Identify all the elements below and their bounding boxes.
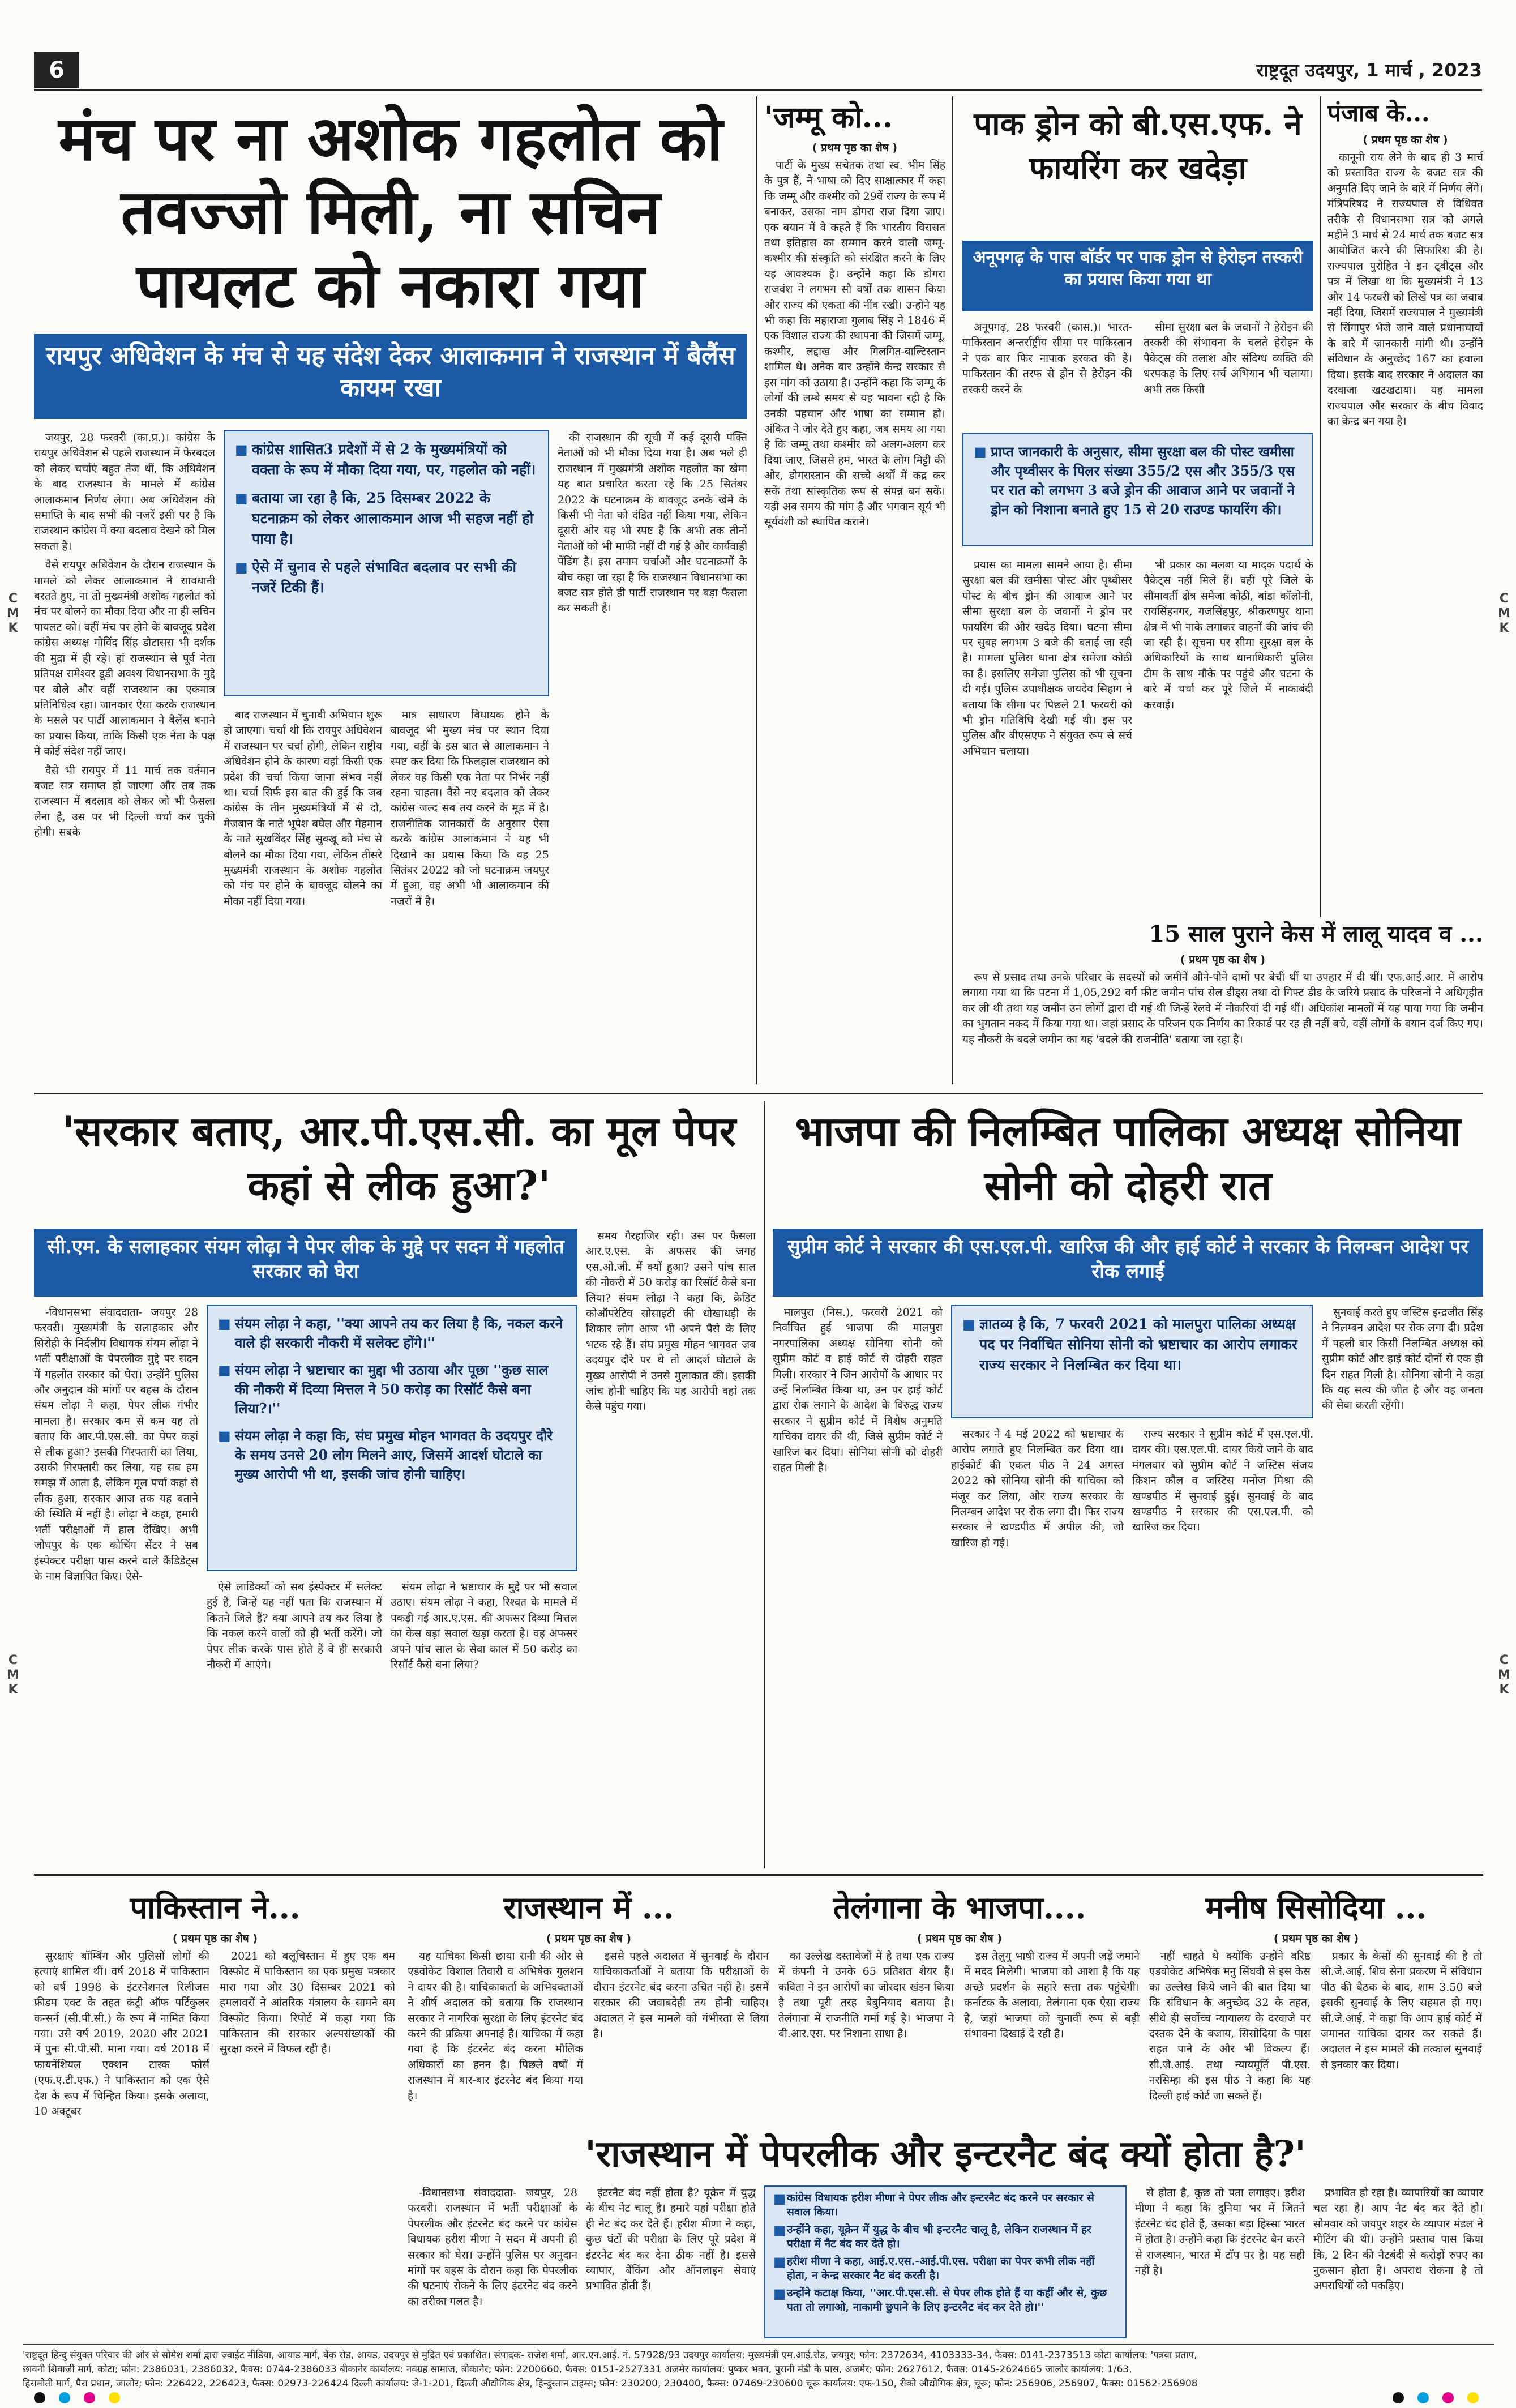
story4-body: कानूनी राय लेने के बाद ही 3 मार्च को प्रस्तावित राज्य के बजट सत्र की अनुमति दिए जाने के बारे में निर्णय लेंगे। मंत्रिपरिषद ने राज्यपाल से विधिवत तरीके से विधानसभा सत्र को अगले महीने 3 मार्च से 24 मार्च तक बजट सत्र आयोजित करने की सिफारिश की है। राज्यपाल पुरोहित ने इन ट्वीट्स और पत्र में लिखा था कि मुख्यमंत्री ने 13 और 14 फरवरी को लिखे पत्र का जवाब नहीं दिया, जिसमें राज्यपाल ने मुख्यमंत्री से सिंगापुर भेजे जाने वाले प्रधानाचार्यों के बारे में जानकारी मांगी थी। उन्होंने संविधान के अनुच्छेद 167 का हवाला दिया। इसके बाद सरकार ने अदालत का दरवाजा खटखटाया। यह मामला राज्यपाल और सरकार के बीच विवाद का केन्द्र बन गया है। [1327,151,1483,427]
story2-body: पार्टी के मुख्य सचेतक तथा स्व. भीम सिंह के पुत्र हैं, ने भाषा को दिए साक्षात्कार में कहा कि जम्मू और कश्मीर को 29वें राज्य के रूप में बनाकर, उसका नाम डोगरा राज दिया जाए। एक बयान में वे कहते हैं कि भारतीय विरासत तथा इतिहास का सम्मान करने वाली जम्मू-कश्मीर की संस्कृति को संरक्षित करने के लिए यह आवश्यक है। उन्होंने कहा कि डोगरा राजवंश ने लगभग सौ वर्षों तक शासन किया और राज्य की एकता की नींव रखी। उन्होंने यह भी कहा कि महाराजा गुलाब सिंह ने 1846 में एक विशाल राज्य की स्थापना की जिसमें जम्मू, कश्मीर, लद्दाख और गिलगित-बाल्टिस्तान शामिल थे। अनेक बार उन्होंने केन्द्र सरकार से इस मांग को उठाया है। उन्होंने कहा कि जम्मू के लोगों की लम्बे समय से यह भावना रही है कि उनकी पहचान और भाषा का सम्मान हो। अंकित ने जोर देते हुए कहा, जब समय आ गया है कि जम्मू तथा कश्मीर को अलग-अलग कर दिया जाए, जिससे हम, भारत के लोग मिट्टी की ओर, डोगरास्तान की सच्चे अर्थों में कद्र कर सकें तथा सांस्कृतिक रूप से संपन्न बन सकें। यही अब समय की मांग है और भगवान सूर्य भी सूर्यवंशी को स्थापित कराने। [764,159,945,529]
story3-highlight-item: ■ प्राप्त जानकारी के अनुसार, सीमा सुरक्षा बल की पोस्ट खमीसा और पृथ्वीसर के पिलर संख्या 355/2 एस और 355/3 एस पर रात को लगभग 3 बजे ड्रोन की आवाज आने पर जवानों ने ड्रोन को निशाना बनाते हुए 15 से 20 राउण्ड फायरिंग की। [974,442,1302,519]
story5 [962,917,1483,1084]
column-divider [1320,96,1321,917]
story6-col3: संयम लोढ़ा ने भ्रष्टाचार के मुद्दे पर भी सवाल उठाए। संयम लोढ़ा ने कहा, रिश्वत के मामले में पकड़ी गई आर.ए.एस. की अफसर दिव्या मित्तल का केस बड़ा सवाल खड़ा करता है। वह अफसर अपने पांच साल के सेवा काल में 50 करोड़ का रिसॉर्ट कैसे बना लिया? [391,1581,577,1671]
imprint-line: हिरामोती मार्ग, पैरा प्रधान, जालोर; फोन: 226422, 226423, फैक्स: 02973-226424 दिल्ली कार्यालय: जे-1-201, दिल्ली औद्योगिक क्षेत्र, हिन्दुस्तान टाइम्स; फोन: 230200, 230400, फैक्स: 07469-230600 चूरू कार्यालय: एफ-150, रीको औद्योगिक क्षेत्र, चूरू; फोन: 256906, 256907, फैक्स: 01562-256908 [23,2378,1198,2389]
story3-col4: भी प्रकार का मलबा या मादक पदार्थ के पैकेट्स नहीं मिले हैं। वहीं पूरे जिले के सीमावर्ती क्षेत्र समेजा कोठी, बांडा कॉलोनी, रायसिंहनगर, गजसिंहपुर, श्रीकरणपुर थाना क्षेत्र में भी नाके लगाकर वाहनों की जांच की जा रही है। सूचना पर सीमा सुरक्षा बल के अधिकारियों के साथ थानाधिकारी पुलिस टीम के साथ मौके पर पहुंचे और घटना के बारे में चर्चा कर पूरे जिले में नाकाबंदी करवाई। [1144,559,1313,711]
story3-headline: पाक ड्रोन को बी.एस.एफ. ने फायरिंग कर खदेड़ा [974,105,1302,187]
imprint-line: 'राष्ट्रदूत हिन्दु संयुक्त परिवार की ओर से सोमेश शर्मा द्वारा ज्वाईट मीडिया, आयाड मार्ग, बैंक रोड, आयड, उदयपुर से मुद्रित एवं प्रकाशित। संपादक- राजेश शर्मा, आर.एन.आई. नं. 57928/93 उदयपुर कार्यालय: मुख्यमंत्री एम.आई.रोड, जयपुर; फोन: 2372634, 4103333-34, फैक्स: 0141-2373513 कोटा कार्यालय: 'पत्रवा प्रताप, [23,2350,1197,2361]
story7-col3: राज्य सरकार ने सुप्रीम कोर्ट में एस.एल.पी. दायर की। एस.एल.पी. दायर किये जाने के बाद मंगलवार को सुप्रीम कोर्ट ने जस्टिस संजय किशन कौल व जस्टिस मनोज मिश्रा की खण्डपीठ में सुनवाई हुई। सुनवाई के बाद खण्डपीठ ने सरकार की एस.एल.पी. को खारिज कर दिया। [1132,1428,1313,1534]
story12-highlight-item: ■ उन्होंने कहा, यूक्रेन में युद्ध के बीच भी इन्टरनैट चालू है, लेकिन राजस्थान में हर परीक्षा में नैट बंद कर देते हो। [773,2223,1117,2251]
story9-continued: ( प्रथम पृष्ठ का शेष ) [546,1932,632,1945]
story12-col3: से होता है, कुछ तो पता लगाइए। हरीश मीणा ने कहा कि दुनिया भर में जितने इंटरनेट बंद होते हैं, उसका बड़ा हिस्सा भारत में होता है। उन्होंने कहा कि इंटरनेट बैन करने से राजस्थान, भारत में टॉप पर है। यह सही नहीं है। [1135,2187,1305,2277]
imprint-line: छावनी शिवाजी मार्ग, कोटा; फोन: 2386031, 2386032, फैक्स: 0744-2386033 बीकानेर कार्यालय: नवग्रह सामाज, बीकानेर; फोन: 2200660, फैक्स: 0151-2527331 अजमेर कार्यालय: पुष्कर भवन, पुरानी मंडी के पास, अजमेर; फोन: 2627612, फैक्स: 0145-2624665 जालोर कार्यालय: 1/63, [23,2364,1132,2375]
story8-body: सुरक्षाएं बॉम्बिंग और पुलिसों लोगों की हत्याएं शामिल थीं। वर्ष 2018 में पाकिस्तान को वर्ष 1998 के इंटरनेशनल रिलीजस फ्रीडम एक्ट के तहत कंट्री ऑफ पर्टिकुलर कन्सर्न (सी.पी.सी.) के रूप में नामित किया गया। उसे वर्ष 2019, 2020 और 2021 में पुनः सी.पी.सी. माना गया। वर्ष 2018 में फायनेंशियल एक्शन टास्क फोर्स (एफ.ए.टी.एफ.) ने पाकिस्तान को एक ऐसे देश के रूप में चिन्हित किया। इसके अलावा, 10 अक्टूबर [34,1950,209,2118]
story12-col2: इंटरनैट बंद नहीं होता है? यूक्रेन में युद्ध के बीच नेट चालू है। हमारे यहां परीक्षा होते ही नेट बंद कर देते हैं। हरीश मीणा ने कहा, कुछ घंटों की परीक्षा के लिए पूरे प्रदेश में इंटरनेट बंद कर देना ठीक नहीं है। इससे व्यापार, बैंकिंग और ऑनलाइन सेवाएं प्रभावित होती हैं। [586,2187,756,2292]
story10-continued: ( प्रथम पृष्ठ का शेष ) [917,1932,1003,1945]
story1-col4: की राजस्थान की सूची में कई दूसरी पंक्ति नेताओं को भी मौका दिया गया है। अब भले ही राजस्थान में मुख्यमंत्री अशोक गहलोत का खेमा यह बात प्रचारित करता रहे कि 25 सितंबर 2022 के घटनाक्रम के बावजूद उनके खेमे के किसी भी नेता को दंडित नहीं किया गया, लेकिन दूसरी ओर यह भी स्पष्ट है कि अभी तक तीनों नेताओं को भी माफी नहीं दी गई है और कार्यवाही पेंडिंग है। इस तमाम चर्चाओं और घटनाक्रमों के बीच कहा जा रहा है कि राजस्थान विधानसभा का बजट सत्र होते ही पार्टी राजस्थान पर बड़ा फैसला कर सकती है। [558,431,747,615]
story4-continued: ( प्रथम पृष्ठ का शेष ) [1363,134,1448,146]
story8 [34,1885,396,2338]
story1-col3: मात्र साधारण विधायक होने के बावजूद भी मुख्य मंच पर स्थान दिया गया, वहीं के इस बात से आलाकमान ने स्पष्ट कर दिया कि फिलहाल राजस्थान को लेकर वह किसी एक नेता पर निर्भर नहीं रहना चाहता। वैसे नए बदलाव को लेकर कांग्रेस जल्द सब तय करने के मूड में है। राजनीतिक जानकारों के अनुसार ऐसा करके कांग्रेस आलाकमान ने यह भी दिखाने का प्रयास किया कि वह 25 सितंबर 2022 को जो घटनाक्रम जयपुर में हुआ, वह अभी भी आलाकमान की नजरों में है। [391,709,549,908]
column-divider [764,1101,765,1868]
story1-highlight-item: ■ बताया जा रहा है कि, 25 दिसम्बर 2022 के घटनाक्रम को लेकर आलाकमान आज भी सहज नहीं हो पाया है। [235,488,538,549]
story9-kicker: राजस्थान में ... [503,1889,674,1926]
story3-col3: प्रयास का मामला सामने आया है। सीमा सुरक्षा बल की खमीसा पोस्ट और पृथ्वीसर पोस्ट के बीच ड्रोन की आवाज आने पर सीमा सुरक्षा बल के जवानों ने ड्रोन पर फायरिंग की और खदेड़ दिया। घटना सीमा पर सुबह लगभग 3 बजे की बताई जा रही है। मामला पुलिस थाना क्षेत्र समेजा कोठी का है। इसलिए समेजा पुलिस को भी सूचना दी गई। पुलिस उपाधीक्षक जयदेव सिहाग ने बताया कि सीमा पर पिछले 21 फरवरी को भी ड्रोन गतिविधि देखी गई थी। इस पर पुलिस और बीएसएफ ने संयुक्त रूप से सर्च अभियान चलाया। [962,559,1132,758]
registration-mark-left-lower: C M K [7,1653,19,1697]
story7-col2: सरकार ने 4 मई 2022 को भ्रष्टाचार के आरोप लगाते हुए निलम्बित कर दिया था। हाईकोर्ट की एकल पीठ ने 24 अगस्त 2022 को सोनिया सोनी की याचिका को मंजूर कर लिया, और राज्य सरकार के निलम्बन आदेश पर रोक लगा दी। फिर राज्य सरकार ने खण्डपीठ में अपील की, जो खारिज हो गई। [951,1428,1124,1549]
story6-highlight-item: ■ संयम लोढ़ा ने कहा कि, संघ प्रमुख मोहन भागवत के उदयपुर दौरे के समय उनसे 20 लोग मिलने आए, जिसमें आदर्श घोटाले का मुख्य आरोपी भी था, इसकी जांच होनी चाहिए। [218,1426,566,1484]
story3-highlight [962,433,1313,546]
story3-col2: सीमा सुरक्षा बल के जवानों ने हेरोइन की तस्करी की संभावना के चलते हेरोइन के पैकेट्स की तलाश और संदिग्ध व्यक्ति की धरपकड़ के लिए सर्च अभियान भी चलाया। अभी तक किसी [1144,321,1313,396]
story10 [778,1885,1141,2123]
story5-continued: ( प्रथम पृष्ठ का शेष ) [1180,953,1266,966]
story1-highlight-item: ■ ऐसे में चुनाव से पहले संभावित बदलाव पर सभी की नजरें टिकी हैं। [235,557,538,598]
story4-kicker: पंजाब के... [1327,99,1430,127]
story11 [1149,1885,1483,2123]
page-header [34,52,1482,91]
story2-kicker: 'जम्मू को... [764,100,893,135]
story2 [764,96,945,1084]
story11-kicker: मनीष सिसोदिया ... [1205,1889,1427,1926]
story11-body2: प्रकार के केसों की सुनवाई की है तो सी.जे.आई. शिव सेना प्रकरण में संविधान पीठ की बैठक के बाद, शाम 3.50 बजे इसकी सुनवाई के लिए सहमत हो गए। सी.जे.आई. ने कहा कि आप हाई कोर्ट में जमानत याचिका दायर कर सकते हैं। अदालत ने इस मामले की तत्काल सुनवाई से इनकार कर दिया। [1321,1950,1482,2071]
story12-col1: -विधानसभा संवाददाता- जयपुर, 28 फरवरी। राजस्थान में भर्ती परीक्षाओं के पेपरलीक और इंटरनेट बंद करने पर कांग्रेस विधायक हरीश मीणा ने सदन में अपनी ही सरकार को घेरा। उन्होंने पुलिस पर अनुदान मांगों पर बहस के दौरान कहा कि पेपरलीक की घटनाएं रोकने के लिए इंटरनेट बंद करने का तरीका गलत है। [408,2187,577,2308]
story1-highlights [224,430,549,696]
page-number: 6 [34,52,79,88]
story11-body: नहीं चाहते थे क्योंकि उन्होंने वरिष्ठ एडवोकेट अभिषेक मनु सिंघवी से इस केस का उल्लेख किये जाने की बात दिया था कि संविधान के अनुच्छेद 32 के तहत, सीधे ही सर्वोच्च न्यायालय के दरवाजे पर दस्तक देने के बजाय, सिसोदिया के पास राहत पाने के और भी विकल्प हैं। सी.जे.आई. तथा न्यायमूर्ति पी.एस. नरसिम्हा की इस पीठ ने कहा कि यह दिल्ली हाई कोर्ट जा सकते हैं। [1149,1950,1311,2102]
registration-dot [1467,2392,1479,2403]
section-divider [34,1093,1483,1094]
imprint-footer [23,2344,1494,2391]
registration-dot [1442,2392,1454,2403]
registration-dot [109,2392,120,2403]
story6-col1: -विधानसभा संवाददाता- जयपुर 28 फरवरी। मुख्यमंत्री के सलाहकार और सिरोही के निर्दलीय विधायक संयम लोढ़ा ने भर्ती परीक्षाओं के पेपरलीक मुद्दे पर सदन में गहलोत सरकार को घेरा। उन्होंने पुलिस और अनुदान की मांगों पर बहस के दौरान संयम लोढ़ा ने कहा, पेपर लीक गंभीर मामला है। सरकार कम से कम यह तो बताए कि आर.पी.एस.सी. का पेपर कहां से लीक हुआ? इसकी गिरफ्तारी का लिया, उसकी गिरफ्तारी कर लिया, यह सब हम समझ में आता है, लेकिन मूल पर्चा कहां से लीक हुआ, सरकार आज तक यह बताने की स्थिति में नहीं है। लोढ़ा ने कहा, हमारी भर्ती परीक्षाओं में हाल देखिए। अभी जोधपुर के एक कोचिंग सेंटर ने सब इंस्पेक्टर परीक्षा पास करने वाले कैंडिडेट्स के नाम विज्ञापित किए। ऐसे- [34,1306,198,1582]
registration-dot [34,2392,45,2403]
registration-dot [84,2392,95,2403]
story8-body2: 2021 को बलूचिस्तान में हुए एक बम विस्फोट में पाकिस्तान का एक प्रमुख पत्रकार मारा गया और 30 दिसम्बर 2021 को हमलावरों ने आंतरिक मंत्रालय के सामने बम विस्फोट किया। रिपोर्ट में कहा गया कि पाकिस्तान की सरकार अल्पसंख्यकों की सुरक्षा करने में विफल रही है। [220,1950,395,2056]
story7-col4: सुनवाई करते हुए जस्टिस इन्द्रजीत सिंह ने निलम्बन आदेश पर रोक लगा दी। प्रदेश में पहली बार किसी निलम्बित अध्यक्ष को सुप्रीम कोर्ट और हाई कोर्ट दोनों से एक ही दिन राहत मिली है। सोनिया सोनी ने कहा कि यह सत्य की जीत है और वह जनता की सेवा करती रहेंगी। [1322,1306,1483,1412]
column-divider [756,96,757,1084]
story5-headline: 15 साल पुराने केस में लालू यादव व ... [1149,921,1483,947]
story8-continued: ( प्रथम पृष्ठ का शेष ) [172,1932,258,1945]
registration-mark-right: C M K [1498,592,1510,635]
story4 [1327,96,1483,912]
story11-continued: ( प्रथम पृष्ठ का शेष ) [1273,1932,1359,1945]
story3-col1: अनूपगढ़, 28 फरवरी (कास.)। भारत-पाकिस्तान अन्तर्राष्ट्रीय सीमा पर पाकिस्तान ने एक बार फिर नापाक हरकत की है। पाकिस्तान की तरफ से ड्रोन से हेरोइन की तस्करी करने के [962,321,1132,396]
story7-col1: मालपुरा (निस.), फरवरी 2021 को निर्वाचित हुई भाजपा की मालपुरा नगरपालिका अध्यक्ष सोनिया सोनी को सुप्रीम कोर्ट व हाई कोर्ट से दोहरी राहत मिली। सरकार ने जिन आरोपों के आधार पर उन्हें निलम्बित किया था, उन पर हाई कोर्ट द्वारा रोक लगाने के आदेश के विरुद्ध राज्य सरकार ने सुप्रीम कोर्ट में विशेष अनुमति याचिका दायर की थी, जिसे सुप्रीम कोर्ट ने खारिज कर दिया। सोनिया सोनी को दोहरी राहत मिली है। [773,1306,943,1474]
story1-headline: मंच पर ना अशोक गहलोत को तवज्जो मिली, ना सचिन पायलट को नकारा गया [58,103,723,322]
story6-col2: ऐसे लाडिक्यों को सब इंस्पेक्टर में सलेक्ट हुई हैं, जिन्हें यह नहीं पता कि राजस्थान में कितने जिले हैं? क्या आपने तय कर लिया है कि नकल करने वालों को ही भर्ती करेंगे। जो पेपर लीक करके पास होते हैं वे ही सरकारी नौकरी में आएंगे। [207,1581,382,1671]
story7-highlight-item: ■ ज्ञातव्य है कि, 7 फरवरी 2021 को मालपुरा पालिका अध्यक्ष पद पर निर्वाचित सोनिया सोनी को भ्रष्टाचार का आरोप लगाकर राज्य सरकार ने निलम्बित कर दिया था। [962,1314,1302,1375]
story10-body: का उल्लेख दस्तावेजों में है तथा एक राज्य में कंपनी ने उनके 65 प्रतिशत शेयर हैं। कविता ने इन आरोपों का जोरदार खंडन किया है तथा पूरी तरह बेबुनियाद बताया है। तेलंगाना में राजनीति गर्मा गई है। भाजपा ने बी.आर.एस. पर निशाना साधा है। [778,1950,954,2041]
story12-highlights [764,2185,1127,2338]
story7-deck: सुप्रीम कोर्ट ने सरकार की एस.एल.पी. खारिज की और हाई कोर्ट ने सरकार के निलम्बन आदेश पर रोक लगाई [773,1229,1483,1297]
section-divider [34,1874,1483,1876]
registration-mark-left: C M K [7,592,19,635]
story9 [408,1885,770,2123]
story1-col2: बाद राजस्थान में चुनावी अभियान शुरू हो जाएगा। चर्चा थी कि रायपुर अधिवेशन में राजस्थान पर चर्चा होगी, लेकिन राष्ट्रीय अधिवेशन होने के कारण वहां किसी एक प्रदेश की चर्चा किया जाना संभव नहीं था। चर्चा सिर्फ इस बात की हुई कि जब कांग्रेस के तीन मुख्यमंत्रियों में से दो, मेजबान के नाते भूपेश बघेल और मेहमान के नाते सुखविंदर सिंह सुक्खू को मंच से बोलने का मौका दिया गया, लेकिन तीसरे मुख्यमंत्री राजस्थान के अशोक गहलोत को मंच पर होने के बावजूद बोलने का मौका नहीं दिया गया। [224,709,382,908]
story12-highlight-item: ■ हरीश मीणा ने कहा, आई.ए.एस.-आई.पी.एस. परीक्षा का पेपर कभी लीक नहीं होता, न केन्द्र सरकार नैट बंद करती है। [773,2255,1117,2283]
color-registration-dots [34,2392,134,2405]
story6-highlight-item: ■ संयम लोढ़ा ने भ्रष्टाचार का मुद्दा भी उठाया और पूछा ''कुछ साल की नौकरी में दिव्या मित्तल ने 50 करोड़ का रिसॉर्ट कैसे बना लिया?।'' [218,1361,566,1418]
story6-deck: सी.एम. के सलाहकार संयम लोढ़ा ने पेपर लीक के मुद्दे पर सदन में गहलोत सरकार को घेरा [34,1229,577,1297]
story1-highlight-item: ■ कांग्रेस शासित3 प्रदेशों में से 2 के मुख्यमंत्रियों को वक्ता के रूप में मौका दिया गया, पर, गहलोत को नहीं। [235,439,538,480]
story6-highlight-item: ■ संयम लोढ़ा ने कहा, ''क्या आपने तय कर लिया है कि, नकल करने वाले ही सरकारी नौकरी में सलेक्ट होंगे।'' [218,1314,566,1353]
story10-body2: इस तेलुगु भाषी राज्य में अपनी जड़ें जमाने में मदद मिलेगी। भाजपा को आशा है कि यह अच्छे प्रदर्शन के सहारे सत्ता तक पहुंचेगी। कर्नाटक के अलावा, तेलंगाना एक ऐसा राज्य है, जहां भाजपा को चुनावी रूप से बड़ी संभावना दिखाई दे रही है। [964,1950,1140,2041]
story6-highlights [207,1305,577,1571]
story5-body: रूप से प्रसाद तथा उनके परिवार के सदस्यों को जमीनें औने-पौने दामों पर बेची थीं या उपहार में दी थीं। एफ.आई.आर. में आरोप लगाया गया था कि पटना में 1,05,292 वर्ग फीट जमीन पांच सेल डीड्स तथा दो गिफ्ट डीड के जरिये प्रसाद के परिजनों ने अधिगृहीत कर ली थी तथा यह जमीन उन लोगों द्वारा दी गई थी जिन्हें रेलवे में नौकरियां दी गई थीं। अधिकांश मामलों में यह पाया गया कि जमीन का भुगतान नकद में किया गया था। जहां प्रसाद के परिजन एक निर्णय का रिकार्ड पर रह ही नहीं बचे, वहीं लोगों के बयान दर्ज किए गए। यह नौकरी के बदले जमीन का यह 'बदले की राजनीति' बताया जा रहा है। [962,971,1483,1046]
story1-deck: रायपुर अधिवेशन के मंच से यह संदेश देकर आलाकमान ने राजस्थान में बैलैंस कायम रखा [34,334,747,419]
story2-continued: ( प्रथम पृष्ठ का शेष ) [812,142,898,154]
story7-headline: भाजपा की निलम्बित पालिका अध्यक्ष सोनिया सोनी को दोहरी रात [795,1107,1461,1209]
masthead-date: राष्ट्रदूत उदयपुर, 1 मार्च , 2023 [1256,59,1482,81]
story9-body2: इससे पहले अदालत में सुनवाई के दौरान याचिकाकर्ताओं ने बताया कि परीक्षाओं के दौरान इंटरनेट बंद करना उचित नहीं है। इसमें सरकार की जवाबदेही तय होनी चाहिए। अदालत ने इस मामले को गंभीरता से लिया है। [593,1950,769,2041]
story7-highlight [951,1305,1313,1418]
story12-highlight-item: ■ उन्होंने कटाक्ष किया, ''आर.पी.एस.सी. से पेपर लीक होते हैं या कहीं और से, कुछ पता तो लगाओ, नाकामी छुपाने के लिए इन्टरनैट बंद कर देते हो।'' [773,2286,1117,2315]
registration-dot [59,2392,70,2403]
story6-headline: 'सरकार बताए, आर.पी.एस.सी. का मूल पेपर कहां से लीक हुआ?' [62,1107,736,1209]
story10-kicker: तेलंगाना के भाजपा.... [833,1889,1086,1926]
story12-headline: 'राजस्थान में पेपरलीक और इन्टरनैट बंद क्यों होता है?' [585,2133,1306,2175]
story9-body: यह याचिका किसी छाया रानी की ओर से एडवोकेट विशाल तिवारी व अभिषेक गुलशन ने दायर की है। याचिकाकर्ता के अभिवक्ताओं ने शीर्ष अदालत को बताया कि राजस्थान सरकार ने नागरिक सुरक्षा के लिए इंटरनेट बंद करने की प्रक्रिया अपनाई है। याचिका में कहा गया है कि इंटरनेट बंद करना मौलिक अधिकारों का हनन है। पिछले वर्षों में राजस्थान में बार-बार इंटरनेट बंद किया गया है। [408,1950,583,2102]
registration-dot [1417,2392,1429,2403]
registration-mark-right-lower: C M K [1498,1653,1510,1697]
registration-dot [1393,2392,1404,2403]
story6-col4: समय गैरहाजिर रही। उस पर फैसला आर.ए.एस. के अफसर की जगह एस.ओ.जी. में क्यों हुआ? उसने पांच साल की नौकरी में 50 करोड़ का रिसॉर्ट कैसे बना लिया? संयम लोढ़ा ने कहा कि, क्रेडिट कोऑपरेटिव सोसाइटी की धोखाधड़ी के शिकार लोग आज भी अपने पैसे के लिए भटक रहे हैं। संघ प्रमुख मोहन भागवत जब उदयपुर दौरे पर थे तो आदर्श घोटाले के मुख्य आरोपी ने उनसे मुलाकात की। इसकी जांच होनी चाहिए कि यह आरोपी वहां तक कैसे पहुंच गया। [586,1230,756,1413]
story12-col4: प्रभावित हो रहा है। व्यापारियों का व्यापार चल रहा है। आप नैट बंद कर देते हो। सोमवार को जयपुर शहर के व्यापार मंडल ने मीटिंग की थी। उन्होंने प्रस्ताव पास किया कि, 2 दिन की नैटबंदी से करोड़ों रुपए का नुकसान होता है। अपराध रोकना है तो अपराधियों को पकड़िए। [1313,2187,1483,2292]
color-registration-dots [1393,2392,1492,2405]
story3-deck: अनूपगढ़ के पास बॉर्डर पर पाक ड्रोन से हेरोइन तस्करी का प्रयास किया गया था [962,241,1313,311]
story12-highlight-item: ■ कांग्रेस विधायक हरीश मीणा ने पेपर लीक और इन्टरनैट बंद करने पर सरकार से सवाल किया। [773,2191,1117,2219]
column-divider [952,96,953,1084]
story1-col1: जयपुर, 28 फरवरी (का.प्र.)। कांग्रेस के रायपुर अधिवेशन से पहले राजस्थान में फेरबदल को लेकर चर्चाएं बहुत तेज थीं, कि अधिवेशन के बाद राजस्थान के मामले में कांग्रेस आलाकमान निर्णय लेगा। अब अधिवेशन की समाप्ति के बाद सभी की नजरें इसी पर हैं कि राजस्थान कांग्रेस में क्या बदलाव देखने को मिल सकता है। वैसे रायपुर अधिवेशन के दौरान राजस्थान के मामले को लेकर आलाकमान ने सावधानी बरतते हुए, ना तो मुख्यमंत्री अशोक गहलोत को मंच पर बोलने का मौका दिया और ना ही सचिन पायलट को। वहीं मंच पर होने के बावजूद प्रदेश कांग्रेस अध्यक्ष गोविंद सिंह डोटासरा भी दर्शक की मुद्रा में ही रहे। हां राजस्थान से पूर्व नेता प्रतिपक्ष रामेश्वर डूडी अवश्य विधानसभा के मुद्दे पर बोले और वहीं राजस्थान का एकमात्र प्रतिनिधित्व रहा। जानकार ऐसा करके राजस्थान के मसले पर पार्टी आलाकमान ने बैलेंस बनाने का प्रयास किया, ताकि किसी एक नेता के पक्ष में कोई संदेश नहीं जाए। वैसे भी रायपुर में 11 मार्च तक वर्तमान बजट सत्र समाप्त हो जाएगा और तब तक राजस्थान में बदलाव को लेकर जो भी फैसला लेना है, उस पर भी दिल्ली चर्चा कर चुकी होगी। सबके [34,431,215,839]
story8-kicker: पाकिस्तान ने... [130,1889,301,1926]
